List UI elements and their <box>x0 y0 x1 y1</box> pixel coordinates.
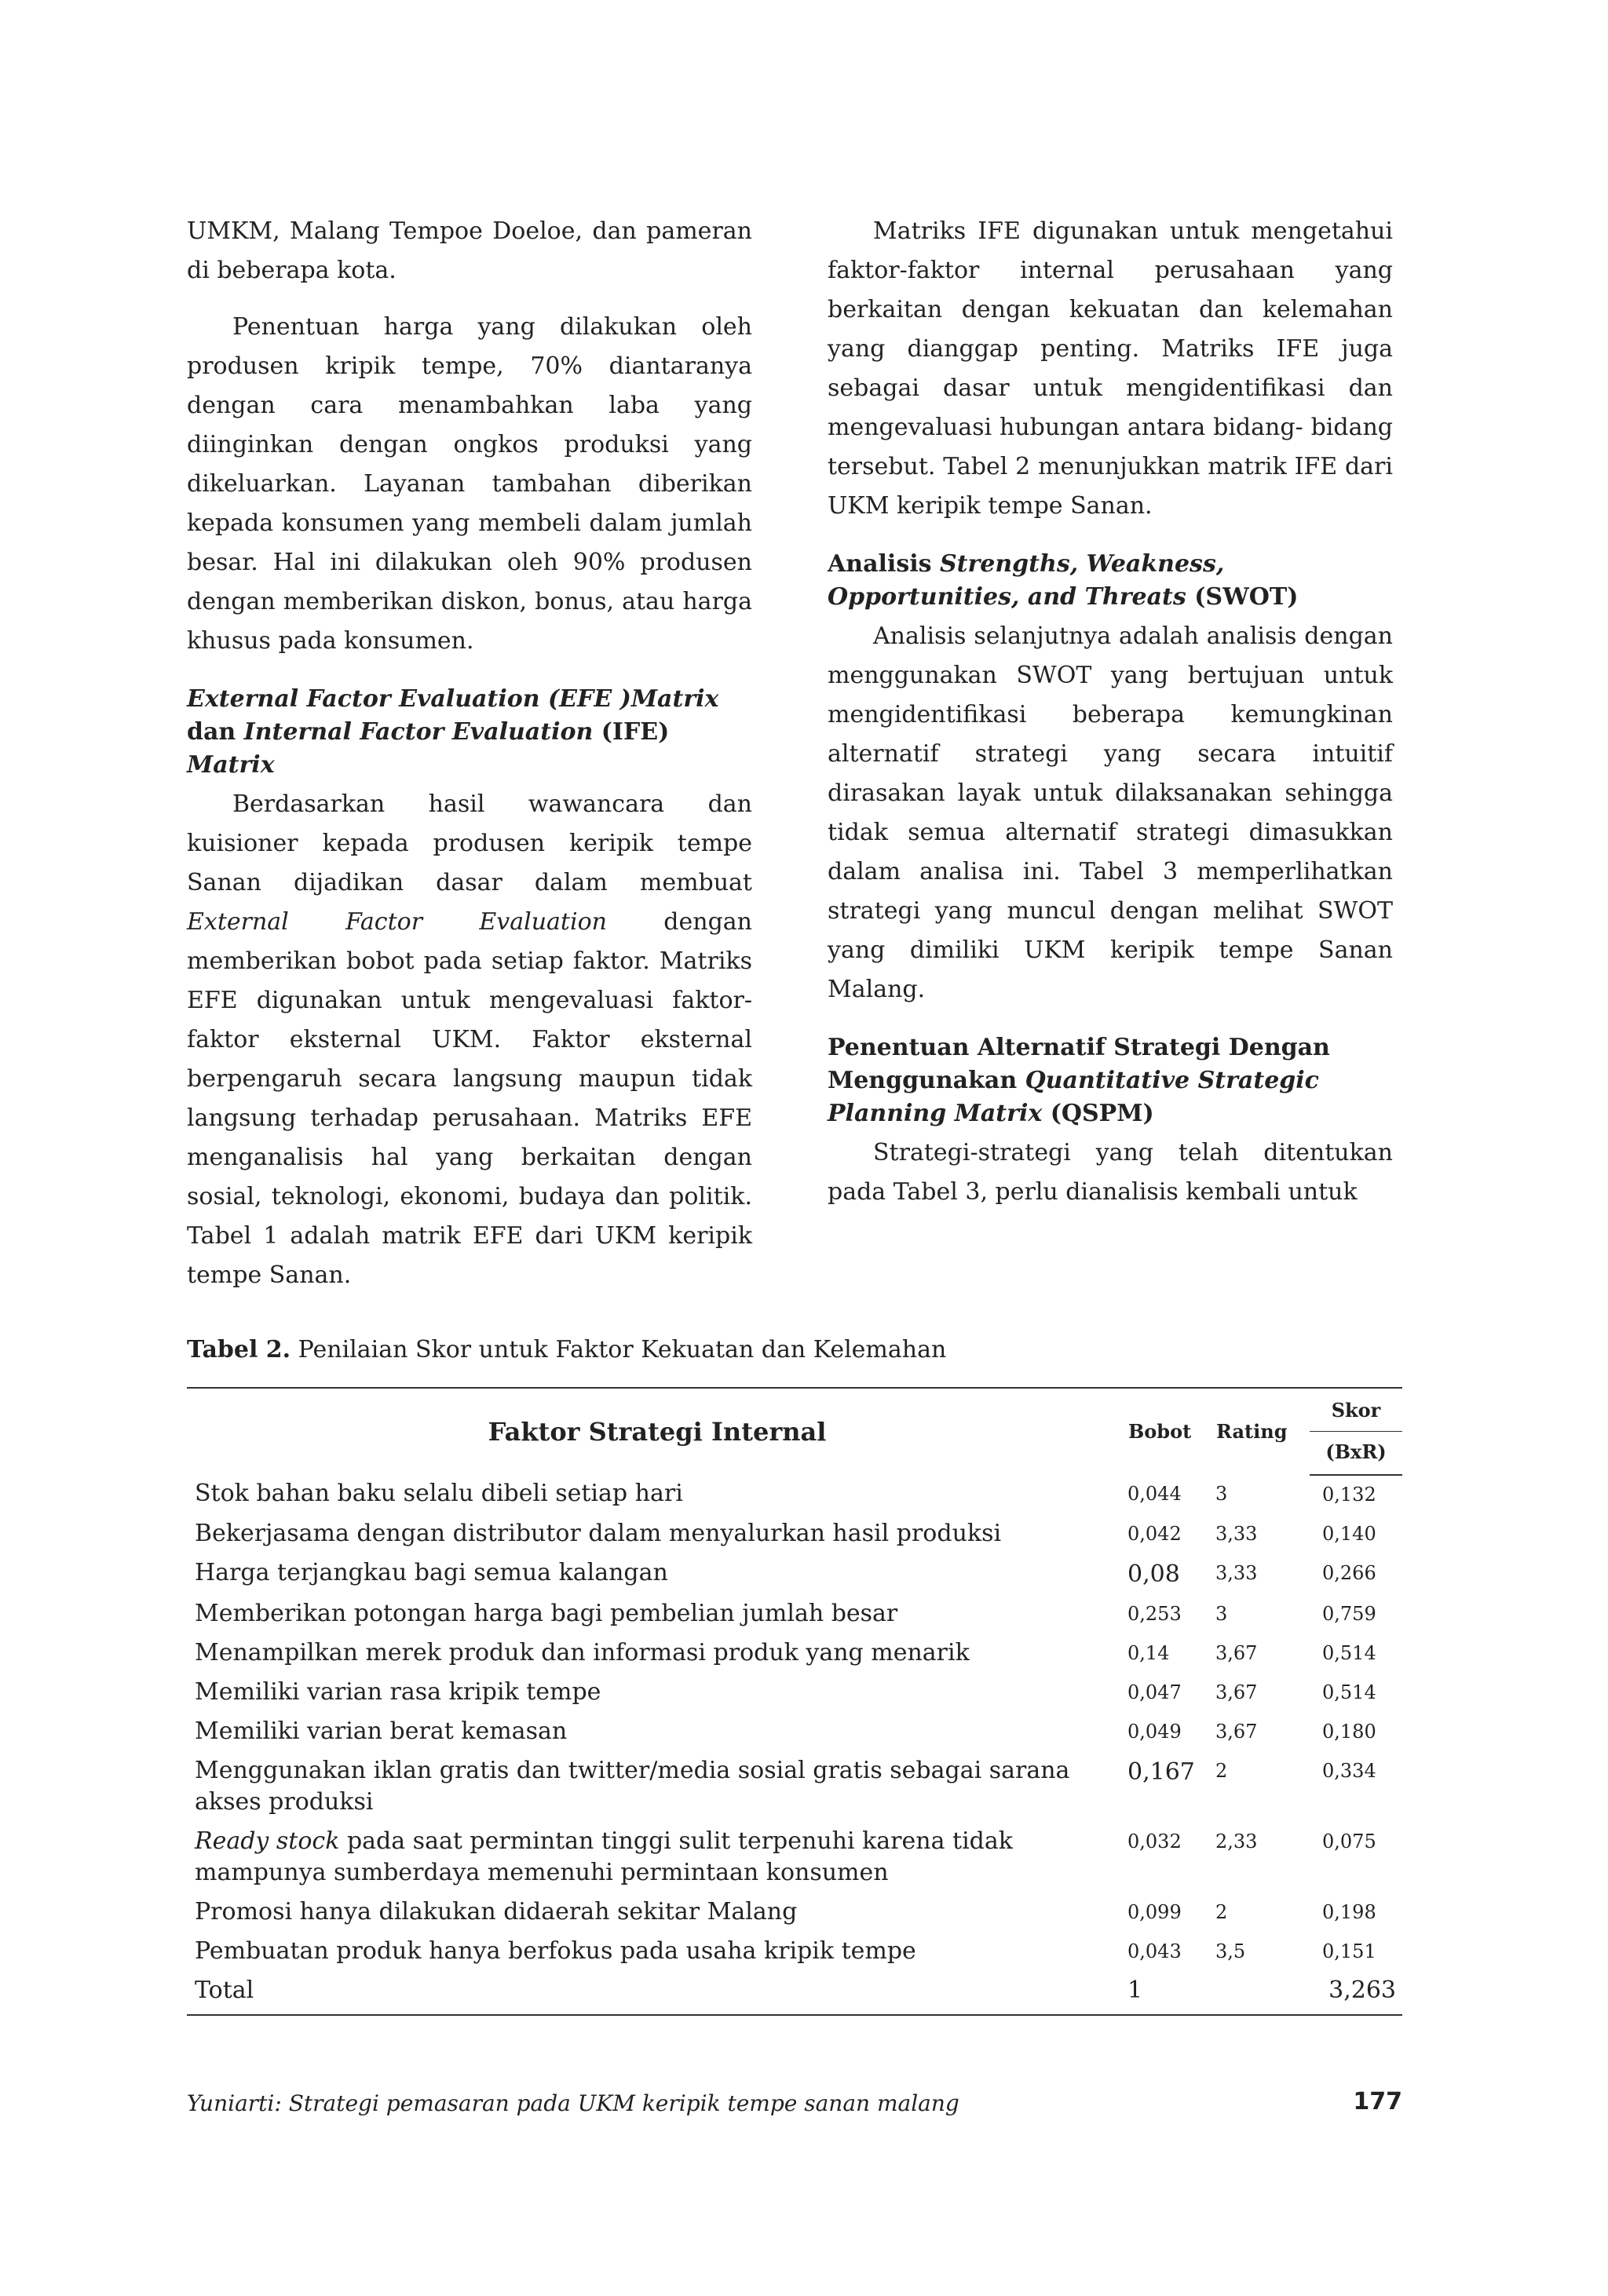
paragraph-qspm: Strategi-strategi yang telah ditentukan pada Tabel 3, perlu dianalisis kembali untuk <box>828 1139 1393 1206</box>
row-factor: Menampilkan merek produk dan informasi produk yang menarik <box>195 1639 970 1666</box>
header-rating: Rating <box>1215 1388 1310 1475</box>
header-bobot: Bobot <box>1127 1388 1215 1475</box>
row-rating: 3,5 <box>1215 1940 1246 1962</box>
header-skor: Skor <box>1310 1388 1402 1432</box>
row-skor: 0,180 <box>1322 1721 1376 1743</box>
row-bobot: 0,032 <box>1127 1831 1182 1852</box>
row-factor <box>187 1823 1127 1893</box>
row-skor: 0,075 <box>1322 1831 1376 1852</box>
row-skor: 0,140 <box>1322 1523 1376 1545</box>
heading-swot <box>828 548 1393 614</box>
table-total-row <box>187 1972 1402 2015</box>
table-caption-label: Tabel 2. <box>187 1336 291 1363</box>
running-title: Yuniarti: Strategi pemasaran pada UKM keripik tempe sanan malang <box>187 2090 959 2116</box>
row-rating: 2,33 <box>1215 1831 1258 1852</box>
row-factor-text: pada saat permintan tinggi sulit terpenuhi karena tidak mampunya sumberdaya memenuhi permintaan konsumen <box>195 1827 1013 1886</box>
paragraph-swot: Analisis selanjutnya adalah analisis dengan menggunakan SWOT yang bertujuan untuk mengidentifikasi beberapa kemungkinan alternatif strategi yang secara intuitif dirasakan layak untuk dilaksanakan sehingga tidak semua alternatif strategi dimasukkan dalam analisa ini. Tabel 3 memperlihatkan strategi yang muncul dengan melihat SWOT yang dimiliki UKM keripik tempe Sanan Malang. <box>828 622 1393 1003</box>
total-skor: 3,263 <box>1310 1972 1402 2015</box>
row-factor: Stok bahan baku selalu dibeli setiap hari <box>195 1480 683 1507</box>
table-caption <box>187 1334 946 1366</box>
table-caption-text: Penilaian Skor untuk Faktor Kekuatan dan Kelemahan <box>291 1336 947 1363</box>
heading-qspm-part2: Quantitative Strategic Planning Matrix <box>828 1067 1319 1127</box>
table-row <box>187 1713 1402 1752</box>
total-rating-empty <box>1215 1972 1310 2015</box>
row-bobot: 0,167 <box>1127 1758 1195 1786</box>
row-rating: 2 <box>1215 1901 1228 1923</box>
paragraph-efe-italic: External Factor Evaluation <box>187 908 607 936</box>
row-bobot: 0,043 <box>1127 1940 1182 1962</box>
heading-efe-part4: (IFE) <box>593 718 670 746</box>
row-skor: 0,514 <box>1322 1681 1376 1703</box>
row-factor-italic: Ready stock <box>195 1827 340 1855</box>
row-bobot: 0,047 <box>1127 1681 1182 1703</box>
total-label: Total <box>187 1972 1127 2015</box>
row-bobot: 0,042 <box>1127 1523 1182 1545</box>
right-column <box>828 212 1393 1212</box>
row-bobot: 0,14 <box>1127 1642 1170 1664</box>
row-factor: Bekerjasama dengan distributor dalam menyalurkan hasil produksi <box>195 1520 1002 1547</box>
table-row <box>187 1893 1402 1933</box>
table-row <box>187 1595 1402 1634</box>
paragraph-umkm: UMKM, Malang Tempoe Doeloe, dan pameran di beberapa kota. <box>187 217 752 284</box>
heading-swot-part2: Strengths, Weakness, Opportunities, and Threats <box>828 550 1225 611</box>
row-bobot: 0,049 <box>1127 1721 1182 1743</box>
row-factor: Memiliki varian rasa kripik tempe <box>195 1678 601 1706</box>
row-skor: 0,514 <box>1322 1642 1376 1664</box>
header-factor: Faktor Strategi Internal <box>187 1388 1127 1475</box>
row-factor: Menggunakan iklan gratis dan twitter/media sosial gratis sebagai sarana akses produksi <box>195 1757 1070 1816</box>
row-bobot: 0,044 <box>1127 1483 1182 1505</box>
heading-qspm-part3: (QSPM) <box>1042 1100 1154 1127</box>
row-factor: Memiliki varian berat kemasan <box>195 1717 568 1745</box>
row-rating: 3,67 <box>1215 1721 1258 1743</box>
heading-swot-part3: (SWOT) <box>1186 583 1299 611</box>
row-rating: 3 <box>1215 1483 1228 1505</box>
table-row <box>187 1823 1402 1893</box>
row-rating: 3,33 <box>1215 1562 1258 1584</box>
row-rating: 3,67 <box>1215 1642 1258 1664</box>
row-bobot: 0,099 <box>1127 1901 1182 1923</box>
table-row <box>187 1752 1402 1823</box>
table-row <box>187 1554 1402 1595</box>
heading-swot-part1: Analisis <box>828 550 940 578</box>
row-rating: 2 <box>1215 1760 1228 1782</box>
heading-qspm <box>828 1031 1393 1130</box>
paragraph-efe-part2: dengan memberikan bobot pada setiap faktor. Matriks EFE digunakan untuk mengevaluasi faktor-faktor eksternal UKM. Faktor eksternal berpengaruh secara langsung maupun tidak langsung terhadap perusahaan. Matriks EFE menganalisis hal yang berkaitan dengan sosial, teknologi, ekonomi, budaya dan politik. Tabel 1 adalah matrik EFE dari UKM keripik tempe Sanan. <box>187 908 752 1289</box>
page-number: 177 <box>1353 2088 1402 2115</box>
row-rating: 3,67 <box>1215 1681 1258 1703</box>
heading-qspm-part1: Penentuan Alternatif Strategi Dengan Menggunakan <box>828 1034 1330 1094</box>
table-row <box>187 1634 1402 1674</box>
heading-efe-part3: Internal Factor Evaluation <box>243 718 594 746</box>
row-skor: 0,334 <box>1322 1760 1376 1782</box>
row-factor: Promosi hanya dilakukan didaerah sekitar Malang <box>195 1898 798 1926</box>
row-factor: Memberikan potongan harga bagi pembelian jumlah besar <box>195 1600 898 1627</box>
row-skor: 0,759 <box>1322 1603 1376 1625</box>
heading-efe-part5: Matrix <box>187 751 275 779</box>
heading-efe-ife <box>187 683 752 782</box>
left-column <box>187 212 752 1295</box>
ife-table <box>187 1387 1402 2016</box>
table-row <box>187 1515 1402 1554</box>
row-bobot: 0,253 <box>1127 1603 1182 1625</box>
table-row <box>187 1674 1402 1713</box>
heading-efe-part1: External Factor Evaluation (EFE )Matrix <box>187 685 719 713</box>
header-skor-sub: (BxR) <box>1310 1432 1402 1476</box>
row-skor: 0,132 <box>1322 1484 1376 1506</box>
row-rating: 3,33 <box>1215 1523 1258 1545</box>
row-rating: 3 <box>1215 1603 1228 1625</box>
row-skor: 0,151 <box>1322 1940 1376 1962</box>
row-factor: Harga terjangkau bagi semua kalangan <box>195 1559 668 1586</box>
heading-efe-part2: dan <box>187 718 244 746</box>
paragraph-efe <box>187 785 752 1295</box>
table-row <box>187 1475 1402 1515</box>
row-factor: Pembuatan produk hanya berfokus pada usaha kripik tempe <box>195 1937 916 1965</box>
total-bobot: 1 <box>1127 1972 1215 2015</box>
row-bobot: 0,08 <box>1127 1560 1180 1588</box>
row-skor: 0,266 <box>1322 1562 1376 1584</box>
paragraph-penentuan-harga: Penentuan harga yang dilakukan oleh produsen kripik tempe, 70% diantaranya dengan cara menambahkan laba yang diinginkan dengan ongkos produksi yang dikeluarkan. Layanan tambahan diberikan kepada konsumen yang membeli dalam jumlah besar. Hal ini dilakukan oleh 90% produsen dengan memberikan diskon, bonus, atau harga khusus pada konsumen. <box>187 313 752 655</box>
table-row <box>187 1933 1402 1972</box>
row-skor: 0,198 <box>1322 1901 1376 1923</box>
paragraph-efe-part1: Berdasarkan hasil wawancara dan kuisioner kepada produsen keripik tempe Sanan dijadikan dasar dalam membuat <box>187 790 752 896</box>
paragraph-ife: Matriks IFE digunakan untuk mengetahui faktor-faktor internal perusahaan yang berkaitan dengan kekuatan dan kelemahan yang dianggap penting. Matriks IFE juga sebagai dasar untuk mengidentifikasi dan mengevaluasi hubungan antara bidang- bidang tersebut. Tabel 2 menunjukkan matrik IFE dari UKM keripik tempe Sanan. <box>828 217 1393 520</box>
